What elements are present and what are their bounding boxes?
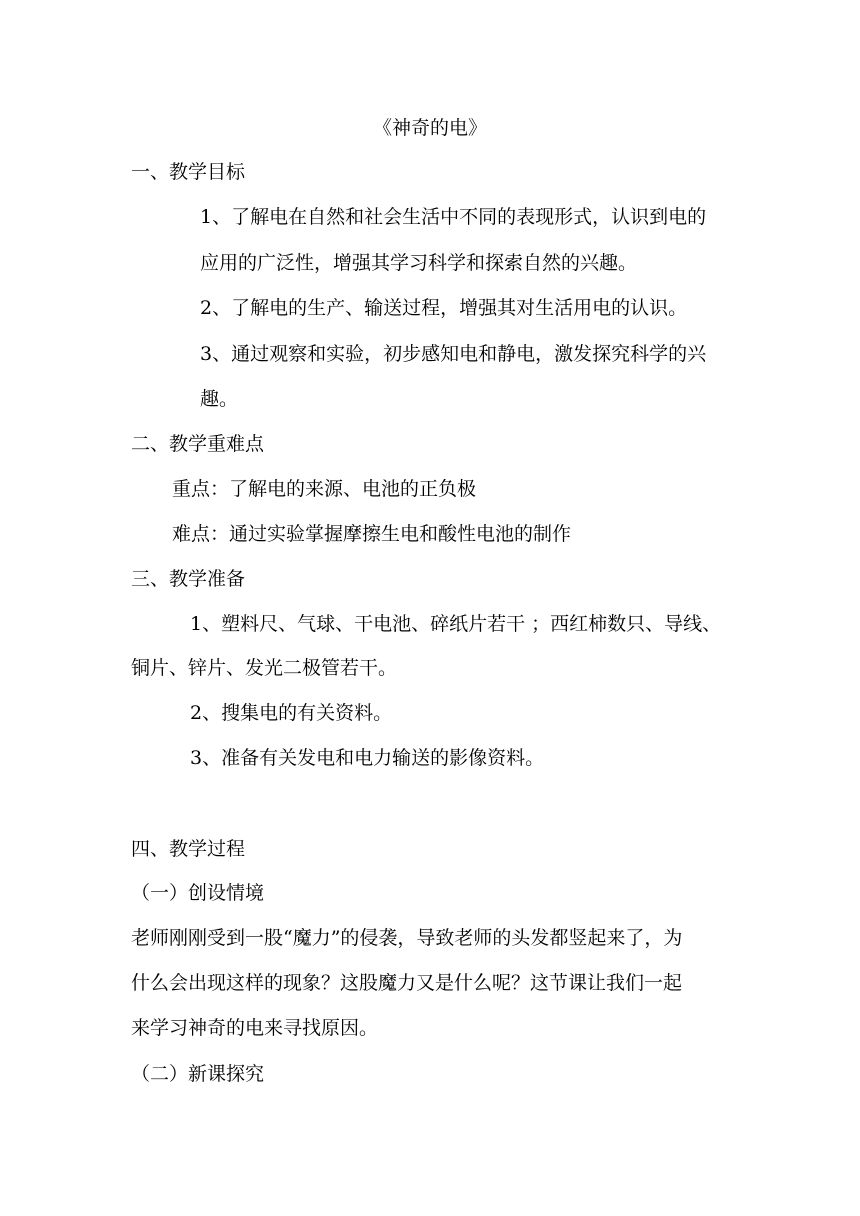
preparation-heading: 三、教学准备 — [131, 568, 246, 590]
objective-item-3b: 趣。 — [200, 388, 239, 410]
objective-item-3a: 3、通过观察和实验，初步感知电和静电，激发探究科学的兴 — [200, 343, 707, 365]
objectives-heading: 一、教学目标 — [131, 161, 246, 183]
objective-item-1b: 应用的广泛性，增强其学习科学和探索自然的兴趣。 — [200, 252, 638, 274]
preparation-item-2: 2、搜集电的有关资料。 — [190, 702, 393, 724]
preparation-item-1b: 铜片、锌片、发光二极管若干。 — [131, 657, 398, 679]
key-points-heading: 二、教学重难点 — [131, 433, 265, 455]
objective-item-2: 2、了解电的生产、输送过程，增强其对生活用电的认识。 — [200, 297, 688, 319]
document-title: 《神奇的电》 — [372, 117, 487, 139]
process-part2-heading: （二）新课探究 — [131, 1063, 265, 1085]
preparation-item-3: 3、准备有关发电和电力输送的影像资料。 — [190, 747, 545, 769]
process-part1-text-3: 来学习神奇的电来寻找原因。 — [131, 1017, 379, 1039]
process-part1-heading: （一）创设情境 — [131, 882, 265, 904]
process-part1-text-2: 什么会出现这样的现象？这股魔力又是什么呢？这节课让我们一起 — [131, 972, 683, 994]
process-heading: 四、教学过程 — [131, 838, 246, 860]
key-point-focus: 重点：了解电的来源、电池的正负极 — [172, 478, 477, 500]
process-part1-text-1: 老师刚刚受到一股“魔力”的侵袭，导致老师的头发都竖起来了，为 — [131, 927, 683, 949]
preparation-item-1a: 1、塑料尺、气球、干电池、碎纸片若干 ；西红柿数只、导线、 — [190, 613, 722, 635]
objective-item-1a: 1、了解电在自然和社会生活中不同的表现形式，认识到电的 — [200, 206, 707, 228]
key-point-difficulty: 难点：通过实验掌握摩擦生电和酸性电池的制作 — [172, 523, 572, 545]
